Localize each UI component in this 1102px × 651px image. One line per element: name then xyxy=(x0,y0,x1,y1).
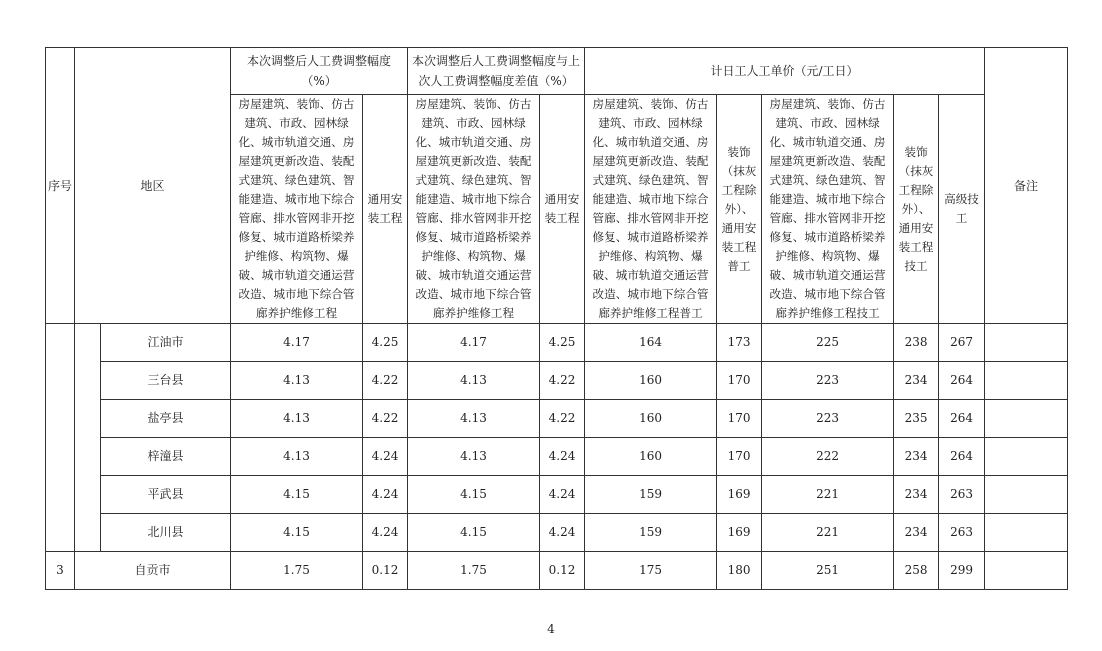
price-decoration-general-cell: 170 xyxy=(717,400,762,438)
page-number: 4 xyxy=(547,622,555,636)
price-technician-cell: 223 xyxy=(762,400,894,438)
price-technician-cell: 221 xyxy=(762,476,894,514)
adj-building-cell: 4.13 xyxy=(231,362,363,400)
subheader-price-decoration-technician: 装饰（抹灰工程除外）、通用安装工程技工 xyxy=(894,95,939,324)
remark-cell xyxy=(985,362,1068,400)
table-row-city xyxy=(46,552,1068,590)
diff-installation-cell: 4.24 xyxy=(540,514,585,552)
header-region: 地区 xyxy=(75,48,231,324)
table-row xyxy=(46,324,1068,362)
subheader-diff-installation: 通用安装工程 xyxy=(540,95,585,324)
price-decoration-general-cell: 180 xyxy=(717,552,762,590)
price-senior-cell: 263 xyxy=(939,514,985,552)
adj-installation-cell: 4.24 xyxy=(363,514,408,552)
adj-building-cell: 4.13 xyxy=(231,400,363,438)
diff-building-cell: 4.13 xyxy=(408,438,540,476)
price-decoration-technician-cell: 234 xyxy=(894,362,939,400)
subheader-price-senior-technician: 高级技工 xyxy=(939,95,985,324)
price-decoration-technician-cell: 258 xyxy=(894,552,939,590)
price-general-cell: 160 xyxy=(585,400,717,438)
adj-building-cell: 4.17 xyxy=(231,324,363,362)
header-remark: 备注 xyxy=(985,48,1068,324)
subheader-price-decoration-general-worker: 装饰（抹灰工程除外）、通用安装工程普工 xyxy=(717,95,762,324)
price-senior-cell: 264 xyxy=(939,438,985,476)
diff-installation-cell: 4.24 xyxy=(540,476,585,514)
price-technician-cell: 223 xyxy=(762,362,894,400)
price-general-cell: 160 xyxy=(585,362,717,400)
header-row-1 xyxy=(46,48,1068,95)
remark-cell xyxy=(985,552,1068,590)
region-cell: 盐亭县 xyxy=(101,400,231,438)
price-decoration-general-cell: 170 xyxy=(717,362,762,400)
price-general-cell: 160 xyxy=(585,438,717,476)
seq-cell: 3 xyxy=(46,552,75,590)
adj-building-cell: 4.15 xyxy=(231,476,363,514)
diff-building-cell: 4.13 xyxy=(408,362,540,400)
region-cell: 江油市 xyxy=(101,324,231,362)
diff-installation-cell: 4.24 xyxy=(540,438,585,476)
diff-installation-cell: 4.22 xyxy=(540,400,585,438)
price-decoration-technician-cell: 235 xyxy=(894,400,939,438)
region-cell: 自贡市 xyxy=(75,552,231,590)
price-senior-cell: 263 xyxy=(939,476,985,514)
sub-seq-cell-empty xyxy=(75,324,101,552)
remark-cell xyxy=(985,400,1068,438)
price-general-cell: 175 xyxy=(585,552,717,590)
table-row xyxy=(46,438,1068,476)
price-decoration-general-cell: 169 xyxy=(717,476,762,514)
price-decoration-technician-cell: 234 xyxy=(894,476,939,514)
price-senior-cell: 264 xyxy=(939,400,985,438)
region-cell: 三台县 xyxy=(101,362,231,400)
adj-building-cell: 4.15 xyxy=(231,514,363,552)
table-row xyxy=(46,362,1068,400)
remark-cell xyxy=(985,438,1068,476)
subheader-adj-building: 房屋建筑、装饰、仿古建筑、市政、园林绿化、城市轨道交通、房屋建筑更新改造、装配式建筑、绿色建筑、智能建造、城市地下综合管廊、排水管网非开挖修复、城市道路桥梁养护维修、构筑物、爆破、城市轨道交通运营改造、城市地下综合管廊养护维修工程 xyxy=(231,95,363,324)
price-general-cell: 159 xyxy=(585,514,717,552)
table-row xyxy=(46,514,1068,552)
subheader-price-general-worker: 房屋建筑、装饰、仿古建筑、市政、园林绿化、城市轨道交通、房屋建筑更新改造、装配式建筑、绿色建筑、智能建造、城市地下综合管廊、排水管网非开挖修复、城市道路桥梁养护维修、构筑物、爆破、城市轨道交通运营改造、城市地下综合管廊养护维修工程普工 xyxy=(585,95,717,324)
remark-cell xyxy=(985,476,1068,514)
price-senior-cell: 264 xyxy=(939,362,985,400)
labor-cost-table xyxy=(45,47,1068,590)
price-technician-cell: 251 xyxy=(762,552,894,590)
diff-building-cell: 4.15 xyxy=(408,514,540,552)
adj-installation-cell: 4.25 xyxy=(363,324,408,362)
price-senior-cell: 299 xyxy=(939,552,985,590)
subheader-price-technician: 房屋建筑、装饰、仿古建筑、市政、园林绿化、城市轨道交通、房屋建筑更新改造、装配式建筑、绿色建筑、智能建造、城市地下综合管廊、排水管网非开挖修复、城市道路桥梁养护维修、构筑物、爆破、城市轨道交通运营改造、城市地下综合管廊养护维修工程技工 xyxy=(762,95,894,324)
header-seq: 序号 xyxy=(46,48,75,324)
diff-building-cell: 4.13 xyxy=(408,400,540,438)
price-technician-cell: 221 xyxy=(762,514,894,552)
region-cell: 梓潼县 xyxy=(101,438,231,476)
subheader-diff-building: 房屋建筑、装饰、仿古建筑、市政、园林绿化、城市轨道交通、房屋建筑更新改造、装配式建筑、绿色建筑、智能建造、城市地下综合管廊、排水管网非开挖修复、城市道路桥梁养护维修、构筑物、爆破、城市轨道交通运营改造、城市地下综合管廊养护维修工程 xyxy=(408,95,540,324)
header-daily-labor-price: 计日工人工单价（元/工日） xyxy=(585,48,985,95)
adj-installation-cell: 4.24 xyxy=(363,438,408,476)
diff-building-cell: 1.75 xyxy=(408,552,540,590)
diff-building-cell: 4.15 xyxy=(408,476,540,514)
price-decoration-technician-cell: 234 xyxy=(894,514,939,552)
table-row xyxy=(46,400,1068,438)
price-technician-cell: 225 xyxy=(762,324,894,362)
diff-installation-cell: 4.22 xyxy=(540,362,585,400)
adj-installation-cell: 4.22 xyxy=(363,362,408,400)
remark-cell xyxy=(985,324,1068,362)
price-senior-cell: 267 xyxy=(939,324,985,362)
adj-installation-cell: 4.22 xyxy=(363,400,408,438)
price-decoration-technician-cell: 234 xyxy=(894,438,939,476)
price-technician-cell: 222 xyxy=(762,438,894,476)
diff-building-cell: 4.17 xyxy=(408,324,540,362)
header-adjustment-rate: 本次调整后人工费调整幅度（%） xyxy=(231,48,408,95)
price-general-cell: 159 xyxy=(585,476,717,514)
remark-cell xyxy=(985,514,1068,552)
diff-installation-cell: 4.25 xyxy=(540,324,585,362)
seq-cell-empty xyxy=(46,324,75,552)
adj-building-cell: 4.13 xyxy=(231,438,363,476)
table-row xyxy=(46,476,1068,514)
adj-building-cell: 1.75 xyxy=(231,552,363,590)
region-cell: 平武县 xyxy=(101,476,231,514)
price-decoration-general-cell: 173 xyxy=(717,324,762,362)
region-cell: 北川县 xyxy=(101,514,231,552)
price-decoration-general-cell: 169 xyxy=(717,514,762,552)
price-decoration-technician-cell: 238 xyxy=(894,324,939,362)
header-adjustment-difference: 本次调整后人工费调整幅度与上次人工费调整幅度差值（%） xyxy=(408,48,585,95)
adj-installation-cell: 4.24 xyxy=(363,476,408,514)
adj-installation-cell: 0.12 xyxy=(363,552,408,590)
diff-installation-cell: 0.12 xyxy=(540,552,585,590)
price-general-cell: 164 xyxy=(585,324,717,362)
subheader-adj-installation: 通用安装工程 xyxy=(363,95,408,324)
price-decoration-general-cell: 170 xyxy=(717,438,762,476)
